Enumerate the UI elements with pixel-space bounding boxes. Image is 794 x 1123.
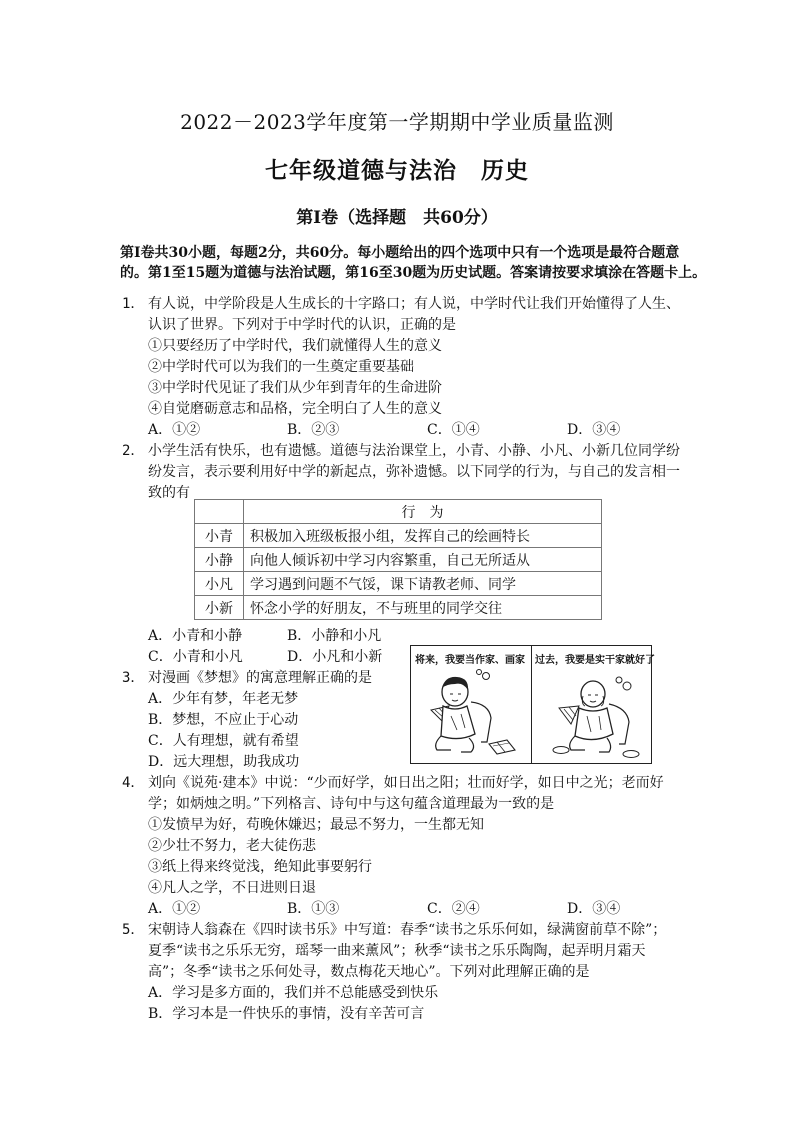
question-number: 4． (122, 775, 145, 791)
statement-item: ②中学时代可以为我们的一生奠定重要基础 (148, 359, 414, 375)
dream-cartoon (410, 645, 655, 764)
option-a: A．小青和小静 (148, 628, 243, 644)
cartoon-caption: 将来，我要当作家、画家 (415, 655, 525, 666)
option-a: A．①② (148, 901, 201, 917)
question-stem: 夏季“读书之乐乐无穷，瑶琴一曲来薰风”；秋季“读书之乐乐陶陶，起弄明月霜天 (148, 943, 646, 959)
statement-item: ④凡人之学，不日进则日退 (148, 880, 316, 896)
statement-item: ④自觉磨砺意志和品格，完全明白了人生的意义 (148, 401, 442, 417)
option-c: C．②④ (427, 901, 480, 917)
cartoon-caption: 过去，我要是实干家就好了 (535, 655, 655, 666)
instructions-line-2: 的。第1至15题为道德与法治试题，第16至30题为历史试题。答案请按要求填涂在答题卡上。 (120, 265, 707, 281)
question-stem: 学；如炳烛之明。”下列格言、诗句中与这句蕴含道理最为一致的是 (148, 796, 555, 812)
statement-item: ③纸上得来终觉浅，绝知此事要躬行 (148, 859, 372, 875)
table-header-cell: 行 为 (244, 500, 602, 524)
statement-item: ②少壮不努力，老大徒伤悲 (148, 838, 316, 854)
section-title: 第Ⅰ卷（选择题 共60分） (296, 208, 498, 228)
option-c: C．①④ (427, 422, 480, 438)
question-stem: 致的有 (148, 485, 190, 501)
option-a: A．学习是多方面的，我们并不总能感受到快乐 (148, 985, 439, 1001)
question-stem: 对漫画《梦想》的寓意理解正确的是 (148, 670, 372, 686)
table-header-row (195, 500, 602, 524)
student-behavior: 向他人倾诉初中学习内容繁重，自己无所适从 (244, 548, 602, 572)
option-c: C．小青和小凡 (148, 649, 243, 665)
statement-item: ①发愤早为好，苟晚休嫌迟；最忌不努力，一生都无知 (148, 817, 484, 833)
table-row (195, 524, 602, 548)
cartoon-panel-old (531, 646, 655, 763)
option-d: D．③④ (567, 901, 621, 917)
question-stem: 认识了世界。下列对于中学时代的认识，正确的是 (148, 317, 456, 333)
table-row (195, 548, 602, 572)
statement-item: ③中学时代见证了我们从少年到青年的生命进阶 (148, 380, 442, 396)
subject-title: 七年级道德与法治 历史 (265, 157, 529, 184)
option-b: B．①③ (287, 901, 340, 917)
statement-item: ①只要经历了中学时代，我们就懂得人生的意义 (148, 338, 442, 354)
question-number: 5． (122, 922, 145, 938)
option-b: B．梦想，不应止于心动 (148, 712, 299, 728)
behavior-table (194, 499, 602, 620)
student-name: 小凡 (195, 572, 244, 596)
question-number: 3． (122, 670, 145, 686)
option-b: B．②③ (287, 422, 340, 438)
exam-title: 2022－2023学年度第一学期期中学业质量监测 (180, 110, 614, 134)
instructions-line-1: 第Ⅰ卷共30小题，每题2分，共60分。每小题给出的四个选项中只有一个选项是最符合题意 (120, 245, 680, 261)
question-number: 1． (122, 296, 145, 312)
question-stem: 高”；冬季“读书之乐何处寻，数点梅花天地心”。下列对此理解正确的是 (148, 964, 590, 980)
student-name: 小青 (195, 524, 244, 548)
option-b: B．学习本是一件快乐的事情，没有辛苦可言 (148, 1006, 425, 1022)
option-d: D．小凡和小新 (287, 649, 383, 665)
option-b: B．小静和小凡 (287, 628, 382, 644)
student-behavior: 学习遇到问题不气馁，课下请教老师、同学 (244, 572, 602, 596)
question-stem: 小学生活有快乐，也有遗憾。道德与法治课堂上，小青、小静、小凡、小新几位同学纷 (148, 443, 680, 459)
table-header-cell (195, 500, 244, 524)
question-stem: 宋朝诗人翁森在《四时读书乐》中写道：春季“读书之乐乐何如，绿满窗前草不除”； (148, 922, 667, 938)
question-stem: 纷发言，表示要利用好中学的新起点，弥补遗憾。以下同学的行为，与自己的发言相一 (148, 464, 680, 480)
option-d: D．③④ (567, 422, 621, 438)
table-row (195, 572, 602, 596)
option-a: A．少年有梦，年老无梦 (148, 691, 299, 707)
student-name: 小静 (195, 548, 244, 572)
student-name: 小新 (195, 596, 244, 620)
student-behavior: 怀念小学的好朋友，不与班里的同学交往 (244, 596, 602, 620)
cartoon-panel-young (411, 646, 532, 763)
question-number: 2． (122, 443, 145, 459)
option-a: A．①② (148, 422, 201, 438)
option-c: C．人有理想，就有希望 (148, 733, 299, 749)
table-row (195, 596, 602, 620)
student-behavior: 积极加入班级板报小组，发挥自己的绘画特长 (244, 524, 602, 548)
question-stem: 刘向《说苑·建本》中说：“少而好学，如日出之阳；壮而好学，如日中之光；老而好 (148, 775, 664, 791)
option-d: D．远大理想，助我成功 (148, 754, 300, 770)
question-stem: 有人说，中学阶段是人生成长的十字路口；有人说，中学时代让我们开始懂得了人生、 (148, 296, 680, 312)
